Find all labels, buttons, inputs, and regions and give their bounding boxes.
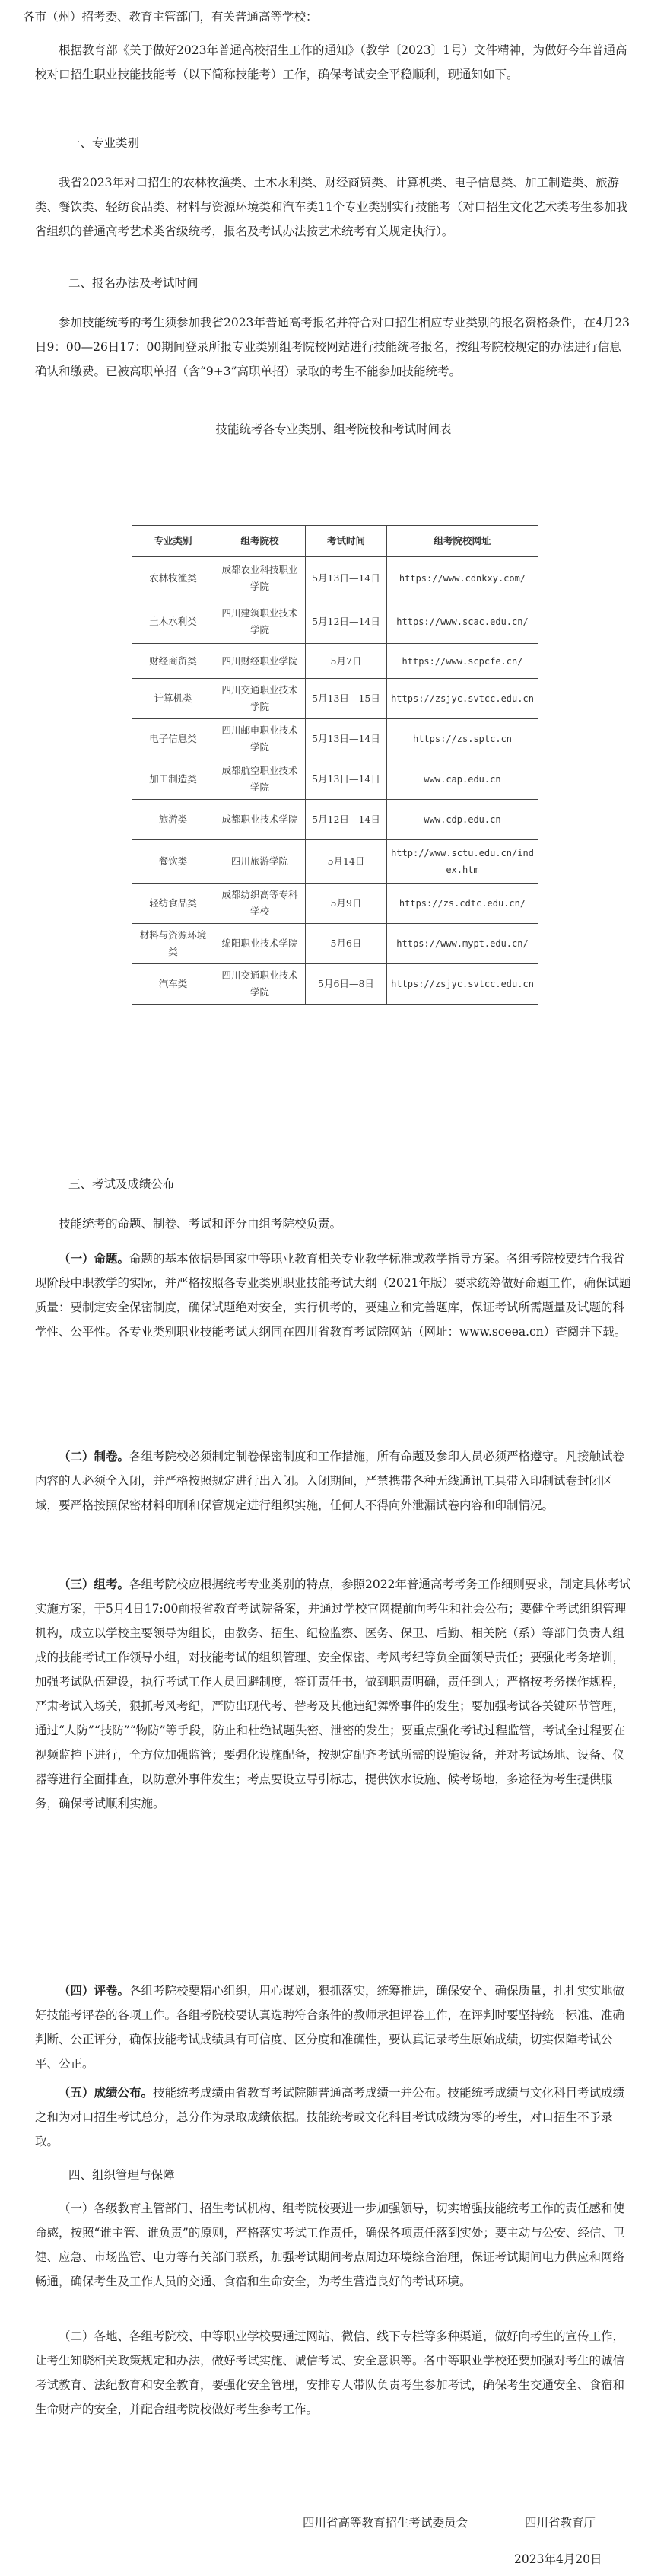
exam-time-cell: 5月13日—15日 (306, 679, 387, 719)
exam-time-cell: 5月13日—14日 (306, 719, 387, 759)
section-2-text: 参加技能统考的考生须参加我省2023年普通高考报名并符合对口招生相应专业类别的报名资格条件，在4月23日9：00—26日17：00期间登录所报专业类别组考院校网站进行技能统考报名，按组考院校规定的办法进行信息确认和缴费。已被高职单招（含“9+3”高职单招）录取的考生不能参加技能统考。 (35, 316, 630, 378)
exam-time-cell: 5月14日 (306, 840, 387, 884)
website-cell: www.cap.edu.cn (387, 759, 538, 800)
table-row (132, 800, 538, 840)
table-row (132, 964, 538, 1005)
school-cell: 四川交通职业技术学院 (214, 964, 306, 1005)
website-cell: https://www.mypt.edu.cn/ (387, 924, 538, 964)
website-cell: https://www.cdnkxy.com/ (387, 557, 538, 600)
item-text: 各组考院校要精心组织，用心谋划，狠抓落实，统筹推进，确保安全、确保质量，扎扎实实地做好技能考评卷的各项工作。各组考院校要认真选聘符合条件的教师承担评卷工作，在评判时要坚持统一标准、准确判断、公正评分，确保技能考试成绩具有可信度、区分度和准确性，要认真记录考生原始成绩，切实保障考试公平、公正。 (35, 1984, 625, 2071)
table-title: 技能统考各专业类别、组考院校和考试时间表 (215, 422, 452, 436)
website-cell: https://www.scpcfe.cn/ (387, 644, 538, 679)
section-3-item-results (35, 2081, 633, 2154)
header-category: 专业类别 (132, 526, 214, 557)
category-cell: 材料与资源环境类 (132, 924, 214, 964)
exam-time-cell: 5月12日—14日 (306, 800, 387, 840)
section-3-item-grading (35, 1979, 633, 2076)
item-text: 命题的基本依据是国家中等职业教育相关专业教学标准或教学指导方案。各组考院校要结合我省现阶段中职教学的实际，并严格按照各专业类别职业技能考试大纲（2021年版）要求统筹做好命题工作，确保试题质量：要制定安全保密制度，确保试题绝对安全，实行机考的，要建立和完善题库，保证考试所需题量及试题的科学性、公平性。各专业类别职业技能考试大纲同在四川省教育考试院网站（网址：www.sceea.cn）查阅并下载。 (35, 1252, 631, 1339)
signature-org-2: 四川省教育厅 (525, 2516, 596, 2530)
school-cell: 成都职业技术学院 (214, 800, 306, 840)
section-3-item-proposition (35, 1247, 633, 1344)
section-3-heading: 三、考试及成绩公布 (68, 1177, 175, 1191)
section-1-heading: 一、专业类别 (68, 136, 140, 150)
table-row (132, 557, 538, 600)
table-header-row (132, 526, 538, 557)
table-row (132, 719, 538, 759)
category-cell: 财经商贸类 (132, 644, 214, 679)
exam-time-cell: 5月12日—14日 (306, 600, 387, 644)
category-cell: 土木水利类 (132, 600, 214, 644)
header-school: 组考院校 (214, 526, 306, 557)
table-row (132, 759, 538, 800)
header-website: 组考院校网址 (387, 526, 538, 557)
exam-time-cell: 5月13日—14日 (306, 759, 387, 800)
section-2-heading: 二、报名办法及考试时间 (68, 276, 199, 290)
table-row (132, 644, 538, 679)
website-cell: https://zs.sptc.cn (387, 719, 538, 759)
item-text: 技能统考成绩由省教育考试院随普通高考成绩一并公布。技能统考成绩与文化科目考试成绩之和为对口招生考试总分，总分作为录取成绩依据。技能统考或文化科目考试成绩为零的考生，对口招生不予录取。 (35, 2086, 625, 2148)
category-cell: 农林牧渔类 (132, 557, 214, 600)
table-row (132, 679, 538, 719)
table-row (132, 600, 538, 644)
exam-time-cell: 5月6日—8日 (306, 964, 387, 1005)
signature-org-1: 四川省高等教育招生考试委员会 (303, 2516, 468, 2530)
school-cell: 四川建筑职业技术学院 (214, 600, 306, 644)
signature-date: 2023年4月20日 (514, 2552, 602, 2566)
category-cell: 旅游类 (132, 800, 214, 840)
website-cell: https://zsjyc.svtcc.edu.cn (387, 964, 538, 1005)
website-cell: http://www.sctu.edu.cn/index.htm (387, 840, 538, 884)
category-cell: 加工制造类 (132, 759, 214, 800)
school-cell: 成都纺织高等专科学校 (214, 884, 306, 924)
item-label: （五）成绩公布。 (59, 2085, 154, 2100)
section-3-item-printing (35, 1444, 633, 1517)
school-cell: 成都农业科技职业学院 (214, 557, 306, 600)
section-4-heading: 四、组织管理与保障 (68, 2168, 175, 2182)
school-cell: 绵阳职业技术学院 (214, 924, 306, 964)
item-text: 各组考院校应根据统考专业类别的特点，参照2022年普通高考考务工作细则要求，制定具体考试实施方案，于5月4日17:00前报省教育考试院备案，并通过学校官网提前向考生和社会公布；要健全考试组织管理机构，成立以学校主要领导为组长，由教务、招生、纪检监察、医务、保卫、后勤、相关院（系）等部门负责人组成的技能考试工作领导小组，对技能考试的组织管理、安全保密、考风考纪等负全面领导责任；要强化考务培训，加强考试队伍建设，执行考试工作人员回避制度，签订责任书，做到职责明确，责任到人；严格按考务操作规程，严肃考试入场关，狠抓考风考纪，严防出现代考、替考及其他违纪舞弊事件的发生；要加强考试各关键环节管理，通过“人防”“技防”“物防”等手段，防止和杜绝试题失密、泄密的发生；要重点强化考试过程监管，考试全过程要在视频监控下进行，全方位加强监管；要强化设施配备，按规定配齐考试所需的设施设备，并对考试场地、设备、仪器等进行全面排查，以防意外事件发生；考点要设立导引标志，提供饮水设施、候考场地，多途径为考生提供服务，确保考试顺利实施。 (35, 1578, 631, 1810)
school-cell: 四川财经职业学院 (214, 644, 306, 679)
section-4-para-1: （一）各级教育主管部门、招生考试机构、组考院校要进一步加强领导，切实增强技能统考工作的责任感和使命感，按照“谁主管、谁负责”的原则，严格落实考试工作责任，确保各项责任落到实处；要主动与公安、经信、卫健、应急、市场监管、电力等有关部门联系，加强考试期间考点周边环境综合治理，保证考试期间电力供应和网络畅通，确保考生及工作人员的交通、食宿和生命安全，为考生营造良好的考试环境。 (35, 2202, 625, 2288)
website-cell: www.cdp.edu.cn (387, 800, 538, 840)
table-row (132, 840, 538, 884)
category-cell: 计算机类 (132, 679, 214, 719)
category-cell: 餐饮类 (132, 840, 214, 884)
exam-time-cell: 5月6日 (306, 924, 387, 964)
school-cell: 成都航空职业技术学院 (214, 759, 306, 800)
section-4-para-2: （二）各地、各组考院校、中等职业学校要通过网站、微信、线下专栏等多种渠道，做好向考生的宣传工作，让考生知晓相关政策规定和办法，做好考试实施、诚信考试、安全意识等。各中等职业学校还要加强对考生的诚信考试教育、法纪教育和安全教育，要强化安全管理，安排专人带队负责考生参加考试，确保考生交通安全、食宿和生命财产的安全，并配合组考院校做好考生参考工作。 (35, 2329, 625, 2416)
school-cell: 四川旅游学院 (214, 840, 306, 884)
exam-time-cell: 5月13日—14日 (306, 557, 387, 600)
category-cell: 汽车类 (132, 964, 214, 1005)
category-cell: 电子信息类 (132, 719, 214, 759)
website-cell: https://zs.cdtc.edu.cn/ (387, 884, 538, 924)
intro-paragraph: 根据教育部《关于做好2023年普通高校招生工作的通知》（教学〔2023〕1号）文件精神，为做好今年普通高校对口招生职业技能技能考（以下简称技能考）工作，确保考试安全平稳顺利，现通知如下。 (35, 43, 627, 81)
item-label: （二）制卷。 (59, 1449, 130, 1463)
school-cell: 四川交通职业技术学院 (214, 679, 306, 719)
item-text: 各组考院校必须制定制卷保密制度和工作措施，所有命题及参印人员必须严格遵守。凡接触试卷内容的人必须全入闭，并严格按照规定进行出入闭。入闭期间，严禁携带各种无线通讯工具带入印制试卷封闭区域，要严格按照保密材料印刷和保管规定进行组织实施，任何人不得向外泄漏试卷内容和印制情况。 (35, 1450, 625, 1512)
header-time: 考试时间 (306, 526, 387, 557)
section-3-lead: 技能统考的命题、制卷、考试和评分由组考院校负责。 (59, 1217, 342, 1231)
item-label: （三）组考。 (59, 1577, 130, 1591)
school-cell: 四川邮电职业技术学院 (214, 719, 306, 759)
item-label: （一）命题。 (59, 1251, 130, 1266)
exam-time-cell: 5月9日 (306, 884, 387, 924)
table-row (132, 884, 538, 924)
item-label: （四）评卷。 (59, 1983, 130, 1998)
section-3-item-organization (35, 1572, 633, 1816)
exam-time-cell: 5月7日 (306, 644, 387, 679)
exam-schedule-table (132, 525, 538, 1005)
website-cell: https://www.scac.edu.cn/ (387, 600, 538, 644)
section-1-text: 我省2023年对口招生的农林牧渔类、土木水利类、财经商贸类、计算机类、电子信息类、加工制造类、旅游类、餐饮类、轻纺食品类、材料与资源环境类和汽车类11个专业类别实行技能考（对口招生文化艺术类考生参加我省组织的普通高考艺术类省级统考，报名及考试办法按艺术统考有关规定执行）。 (35, 176, 628, 238)
category-cell: 轻纺食品类 (132, 884, 214, 924)
website-cell: https://zsjyc.svtcc.edu.cn (387, 679, 538, 719)
greeting: 各市（州）招考委、教育主管部门，有关普通高等学校： (23, 10, 318, 24)
table-row (132, 924, 538, 964)
